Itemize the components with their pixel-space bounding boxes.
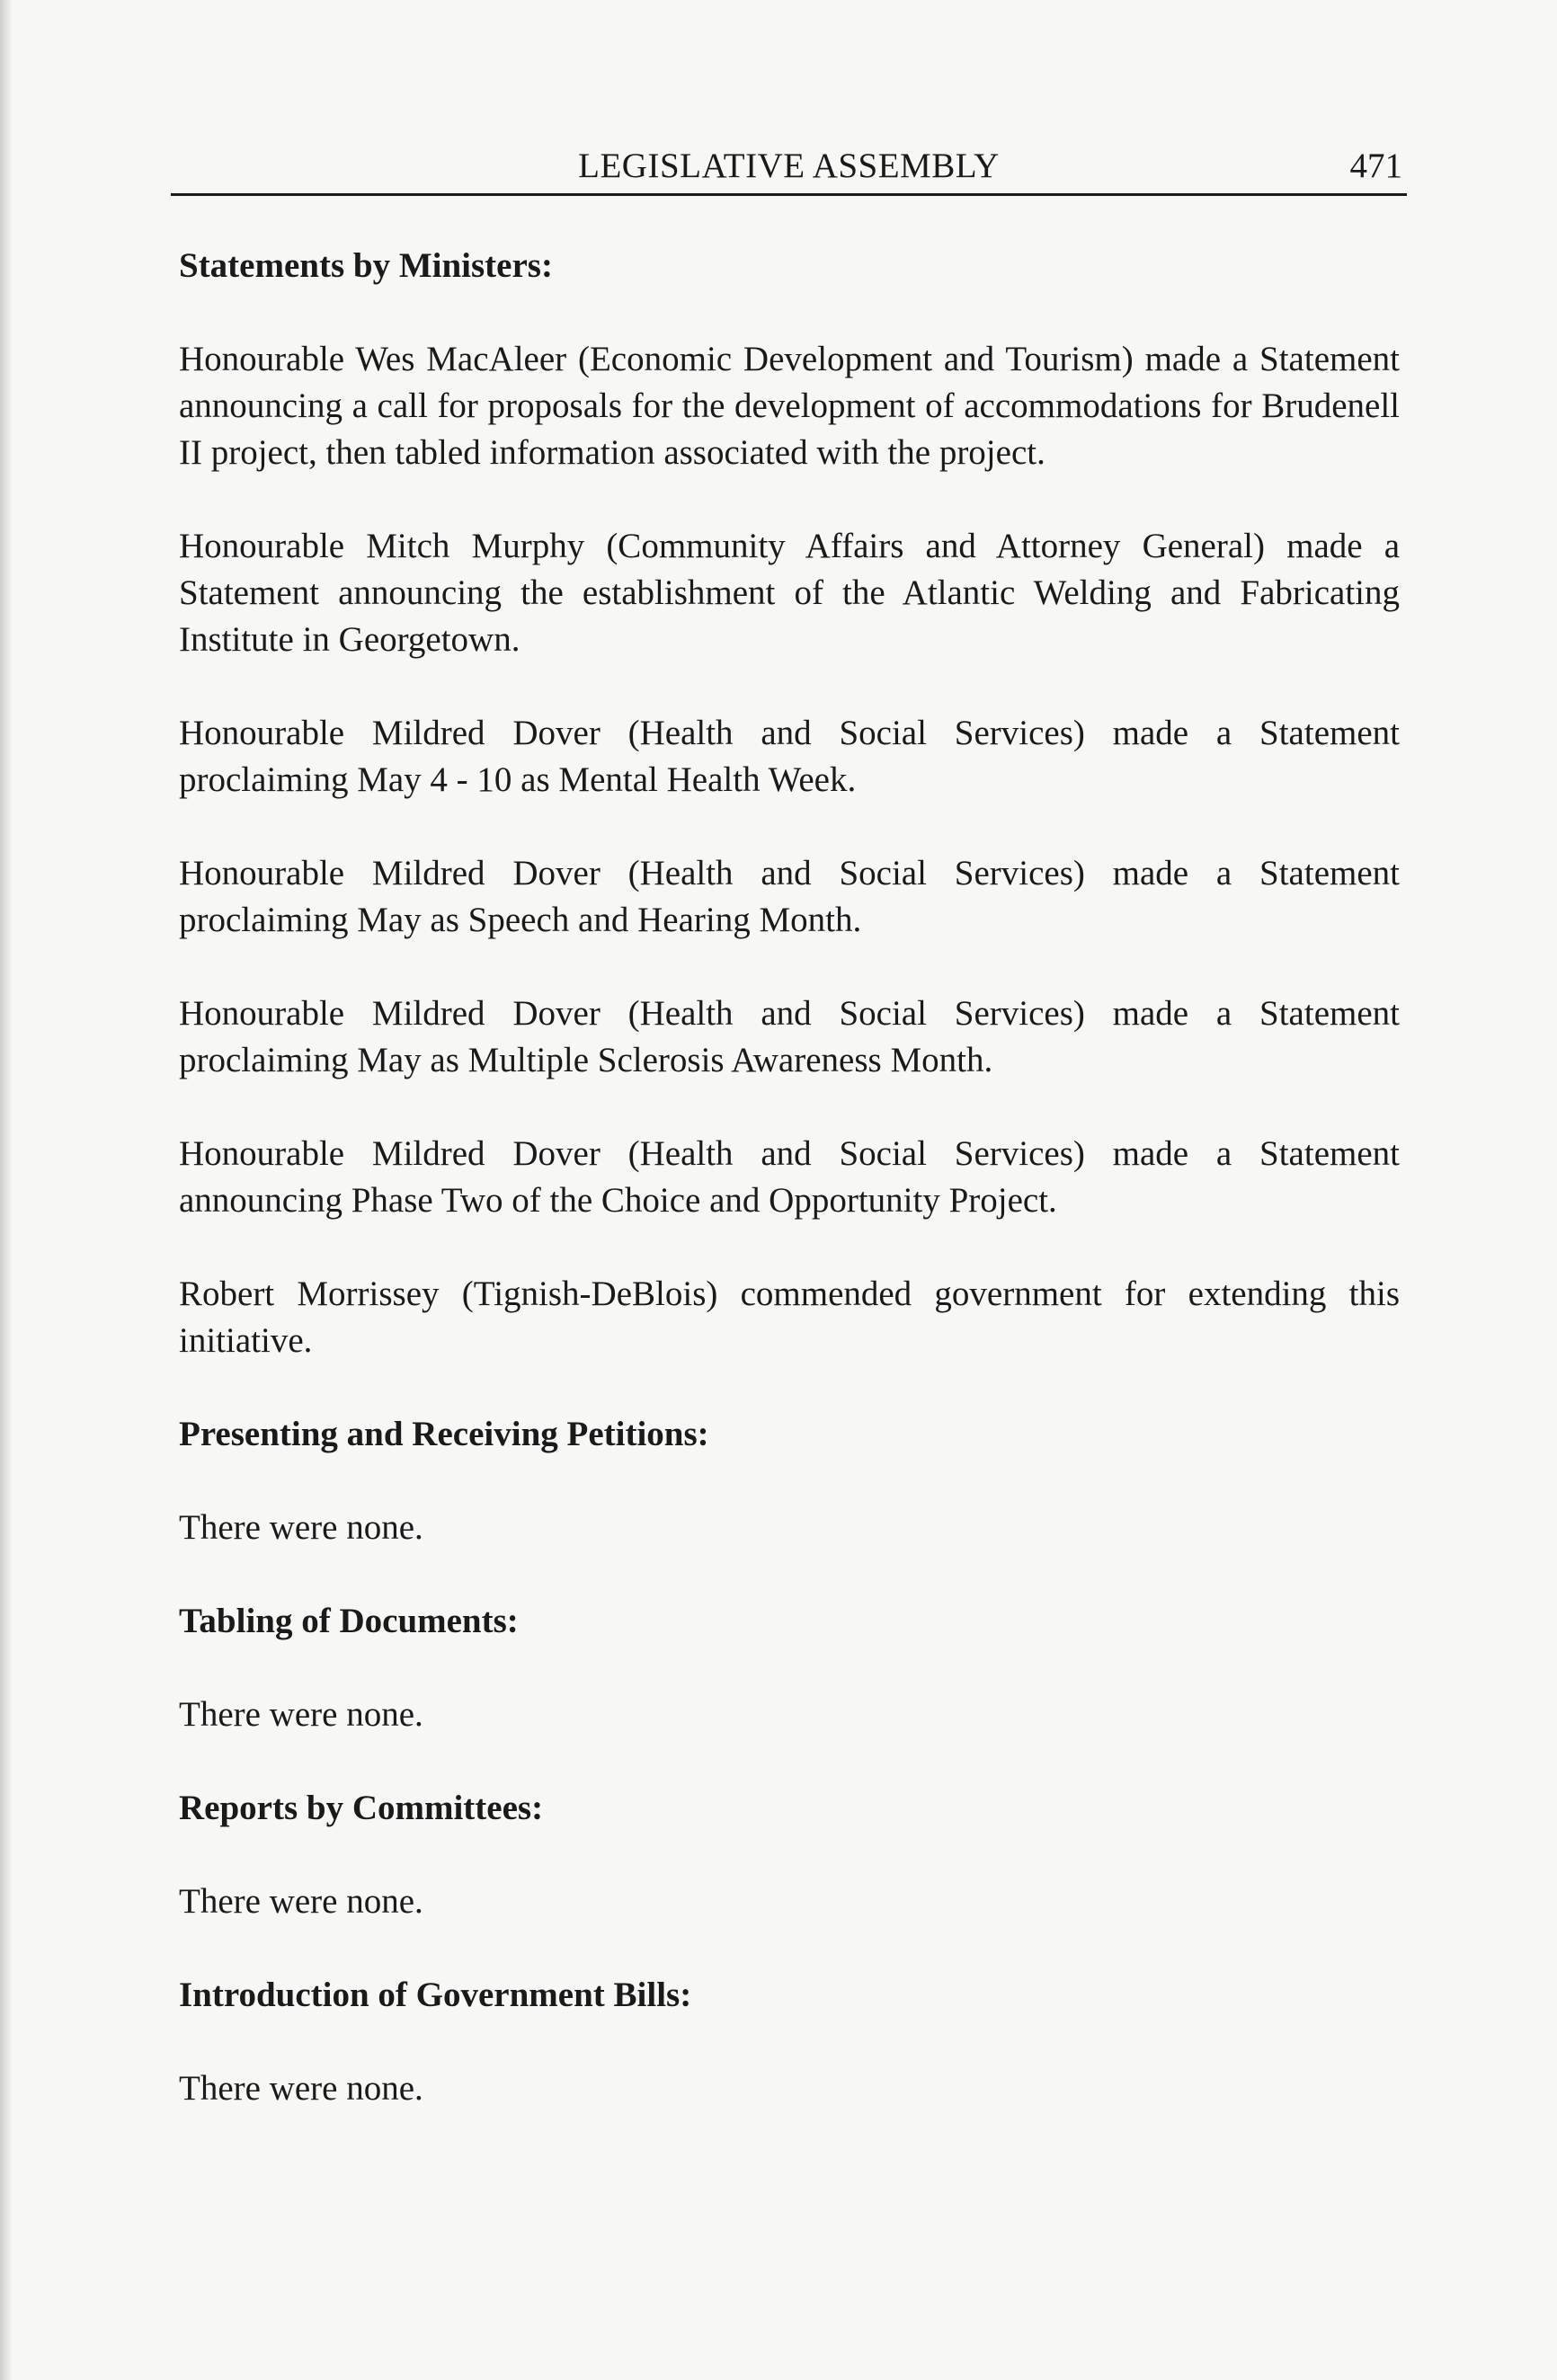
section-government-bills	[179, 1972, 1400, 2112]
section-heading: Statements by Ministers:	[179, 246, 553, 285]
section-heading: Tabling of Documents:	[179, 1602, 519, 1640]
paragraph: Honourable Wes MacAleer (Economic Development and Tourism) made a Statement announcing a call for proposals for the development of accommodations for Brudenell II project, then tabled information associated with the project.	[179, 340, 1400, 472]
paragraph: Honourable Mildred Dover (Health and Social Services) made a Statement proclaiming May as Multiple Sclerosis Awareness Month.	[179, 994, 1400, 1079]
paragraph: There were none.	[179, 2069, 423, 2108]
section-reports-by-committees	[179, 1785, 1400, 1925]
paragraph: There were none.	[179, 1695, 423, 1734]
paragraph: Honourable Mildred Dover (Health and Social Services) made a Statement proclaiming May as Speech and Hearing Month.	[179, 854, 1400, 939]
paragraph: Robert Morrissey (Tignish-DeBlois) commended government for extending this initiative.	[179, 1274, 1400, 1360]
paragraph: Honourable Mildred Dover (Health and Social Services) made a Statement announcing Phase Two of the Choice and Opportunity Project.	[179, 1134, 1400, 1220]
paragraph: Honourable Mitch Murphy (Community Affairs and Attorney General) made a Statement announcing the establishment of the Atlantic Welding and Fabricating Institute in Georgetown.	[179, 527, 1400, 659]
running-title: LEGISLATIVE ASSEMBLY	[578, 147, 1000, 185]
running-header	[175, 142, 1402, 189]
page-number: 471	[1349, 147, 1402, 185]
section-heading: Reports by Committees:	[179, 1789, 544, 1827]
paragraph: There were none.	[179, 1882, 423, 1921]
section-statements-by-ministers	[179, 243, 1400, 1364]
header-rule	[171, 193, 1407, 196]
section-heading: Introduction of Government Bills:	[179, 1976, 692, 2014]
scan-edge-shadow	[0, 0, 13, 2380]
page-body	[179, 243, 1400, 2112]
section-heading: Presenting and Receiving Petitions:	[179, 1415, 709, 1453]
paragraph: There were none.	[179, 1508, 423, 1547]
section-petitions	[179, 1411, 1400, 1551]
paragraph: Honourable Mildred Dover (Health and Social Services) made a Statement proclaiming May 4 - 10 as Mental Health Week.	[179, 714, 1400, 799]
section-tabling-of-documents	[179, 1598, 1400, 1738]
